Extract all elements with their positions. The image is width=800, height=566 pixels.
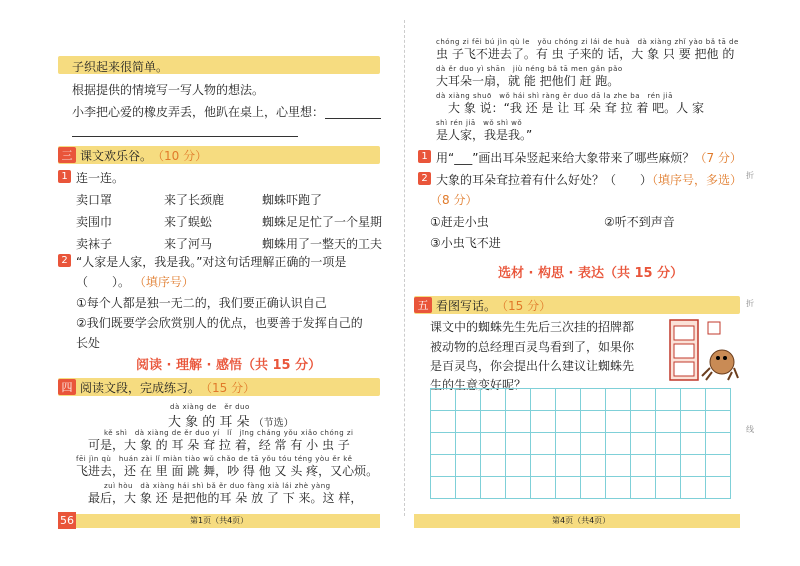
answer-line[interactable] [325,118,381,119]
pinyin-line: dà ěr duo yì shān jiù néng bǎ tā men gǎn pǎo [436,65,623,73]
passage-line: 大耳朵一扇，就 能 把他们 赶 跑。 [436,74,620,88]
pinyin-line: kě shì dà xiàng de ěr duo yí lǐ jīng cháng yǒu xiǎo chóng zi [104,429,354,437]
title-note: （节选） [253,418,294,429]
footer-label: 第4页（共4页） [552,516,611,525]
match-item[interactable]: 来了长颈鹿 [164,193,225,207]
pinyin-line: dà xiàng shuō wǒ hái shì ràng ěr duo dā la zhe ba rén jiā [436,92,673,100]
passage-line: 虫 子飞不进去了。有 虫 子来的 话，大 象 只 要 把他 的 [436,47,735,61]
q-blank: ___ [454,151,473,165]
passage-line: 大 象 说：“我 还 是 让 耳 朵 耷 拉 着 吧。人 家 [436,101,704,115]
question-number: 1 [418,150,431,163]
match-item[interactable]: 蜘蛛吓跑了 [262,193,323,207]
prompt-line: 是百灵鸟，你会提出什么建议让蜘蛛先 [430,359,635,373]
question-text [436,171,742,188]
section-number: 四 [58,379,76,395]
q-pre: 用“ [436,151,455,165]
question-number: 1 [58,170,71,183]
option-1: ①每个人都是独一无二的，我们要正确认识自己 [76,296,327,310]
pinyin-line: chóng zi fēi bú jìn qù le yǒu chóng zi lái de huà dà xiàng zhǐ yào bǎ tā de [436,38,739,46]
passage-line: 是人家，我是我。” [436,128,533,142]
match-item[interactable]: 卖围巾 [76,215,113,229]
writing-heading: 选材 · 构思 · 表达（共 15 分） [498,266,684,281]
pinyin-line: zuì hòu dà xiàng hái shì bǎ ěr duo fàng xià lái zhè yàng [104,482,331,490]
question-text: “人家是人家，我是我。”对这句话理解正确的一项是 [76,255,347,269]
answer-blank[interactable]: （ ）。 [76,275,131,289]
footer-label: 第1页（共4页） [190,516,249,525]
section-points: （15 分） [496,298,552,313]
section-number: 三 [58,147,76,163]
match-item[interactable]: 蜘蛛用了一整天的工夫 [262,237,383,251]
writing-grid[interactable] [430,388,731,499]
question-2-line2 [76,273,194,290]
question-number: 2 [58,254,71,267]
prompt-line: 课文中的蜘蛛先生先后三次挂的招牌都 [430,320,635,334]
top-banner-text: 子织起来很简单。 [72,60,169,74]
option-2-cont: 长处 [76,336,101,350]
shop-sign [674,344,694,358]
spider-shop-illustration [664,318,740,382]
q-points: （8 分） [430,193,478,207]
q-points: （7 分） [694,151,742,165]
section-number: 五 [414,297,432,313]
passage-line: 飞进去，还 在 里 面 跳 舞，吵 得 他 又 头 疼，又心烦。 [76,464,379,478]
margin-mark: 折 [746,171,754,180]
match-item[interactable]: 来了蜈蚣 [164,215,213,229]
option-2: ②听不到声音 [604,215,675,229]
page-number: 56 [60,514,74,527]
section-title: 看图写话。 [436,298,497,313]
hint-text: （填序号） [133,275,194,289]
question-text [436,149,742,166]
title-pinyin: dà xiàng de ěr duo [170,403,250,411]
prompt-text: 小李把心爱的橡皮弄丢，他趴在桌上，心里想： [72,105,325,119]
fold-line [404,20,405,516]
option-2: ②我们既要学会欣赏别人的优点，也要善于发挥自己的 [76,316,363,330]
section-4-heading [58,379,255,395]
passage-line: 可是，大 象 的 耳 朵 耷 拉 着，经 常 有 小 虫 子 [76,438,350,452]
reading-heading: 阅读 · 理解 · 感悟（共 15 分） [136,358,322,373]
shop-sign [674,326,694,340]
q-text[interactable]: 大象的耳朵耷拉着有什么好处？（ ） [436,173,653,187]
spider-eye [723,356,727,360]
match-item[interactable]: 来了河马 [164,237,213,251]
spider-body [710,350,734,374]
match-item[interactable]: 蜘蛛足足忙了一个星期 [262,215,383,229]
spider-eye [716,356,720,360]
q-post: ”画出耳朵竖起来给大象带来了哪些麻烦？ [472,151,695,165]
passage-line: 最后，大 象 还 是把他的耳 朵 放 了 下 来。这 样， [76,491,363,505]
option-1: ①赶走小虫 [430,215,489,229]
instruction-text: 根据提供的情境写一写人物的想法。 [72,83,265,97]
prompt-line: 被动物的总经理百灵鸟看到了，如果你 [430,340,635,354]
question-number: 2 [418,172,431,185]
prompt-line: 生的生意变好呢？ [430,378,527,392]
margin-mark: 线 [746,425,754,434]
pinyin-line: fēi jìn qù huán zài lǐ miàn tiào wǔ chǎo de tā yǒu tóu téng yòu ěr kě [76,455,353,463]
match-item[interactable]: 卖袜子 [76,237,113,251]
section-points: （15 分） [200,380,256,395]
q-hint: （填序号，多选） [652,173,743,187]
section-title: 阅读文段，完成练习。 [80,380,201,395]
section-3-heading [58,147,207,163]
pinyin-line: shì rén jiā wǒ shì wǒ [436,119,523,127]
sign-board [708,322,720,334]
answer-line-2[interactable] [72,136,298,137]
section-points: （10 分） [152,148,208,163]
section-title: 课文欢乐谷。 [80,148,153,163]
question-text: 连一连。 [76,171,125,185]
shop-sign [674,362,694,376]
option-3: ③小虫飞不进 [430,236,501,250]
section-5-heading [414,297,551,313]
title-text: 大 象 的 耳 朵 [168,415,250,430]
margin-mark: 折 [746,299,754,308]
match-item[interactable]: 卖口罩 [76,193,113,207]
